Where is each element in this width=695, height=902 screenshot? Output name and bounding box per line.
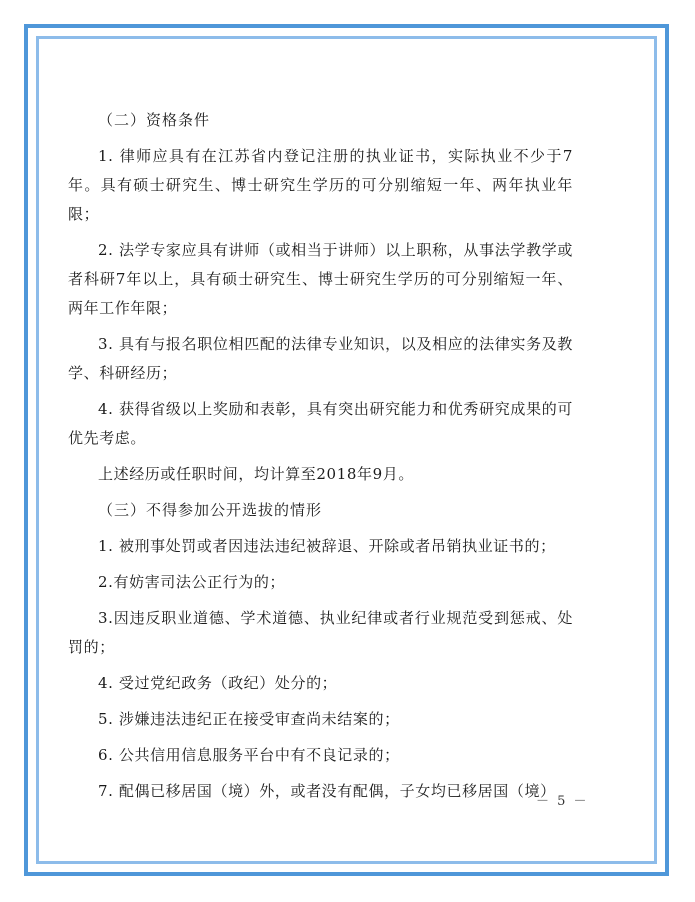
section-heading-qualifications: （二）资格条件: [98, 111, 211, 129]
page-number: － 5 －: [536, 794, 589, 809]
paragraph-expert-requirement: 2. 法学专家应具有讲师（或相当于讲师）以上职称，从事法学教学或者科研7年以上，具有硕士研究生、博士研究生学历的可分别缩短一年、两年工作年限；: [68, 241, 573, 317]
exclusion-item-3: 3.因违反职业道德、学术道德、执业纪律或者行业规范受到惩戒、处罚的；: [68, 609, 573, 656]
exclusion-item-5: 5. 涉嫌违法违纪正在接受审查尚未结案的；: [98, 710, 400, 728]
exclusion-item-2: 2.有妨害司法公正行为的；: [98, 573, 286, 591]
section-heading-exclusions: （三）不得参加公开选拔的情形: [98, 501, 323, 519]
exclusion-item-6: 6. 公共信用信息服务平台中有不良记录的；: [98, 746, 400, 764]
paragraph-lawyer-requirement: 1. 律师应具有在江苏省内登记注册的执业证书，实际执业不少于7年。具有硕士研究生、博士研究生学历的可分别缩短一年、两年执业年限；: [68, 147, 573, 223]
exclusion-item-7: 7. 配偶已移居国（境）外，或者没有配偶，子女均已移居国（境）: [98, 782, 556, 800]
exclusion-item-1: 1. 被刑事处罚或者因违法违纪被辞退、开除或者吊销执业证书的；: [98, 537, 556, 555]
paragraph-priority: 4. 获得省级以上奖励和表彰，具有突出研究能力和优秀研究成果的可优先考虑。: [68, 400, 573, 447]
paragraph-knowledge-requirement: 3. 具有与报名职位相匹配的法律专业知识，以及相应的法律实务及教学、科研经历；: [68, 335, 573, 382]
exclusion-item-4: 4. 受过党纪政务（政纪）处分的；: [98, 674, 338, 692]
paragraph-time-calculation: 上述经历或任职时间，均计算至2018年9月。: [98, 465, 414, 483]
document-body: [68, 106, 573, 813]
